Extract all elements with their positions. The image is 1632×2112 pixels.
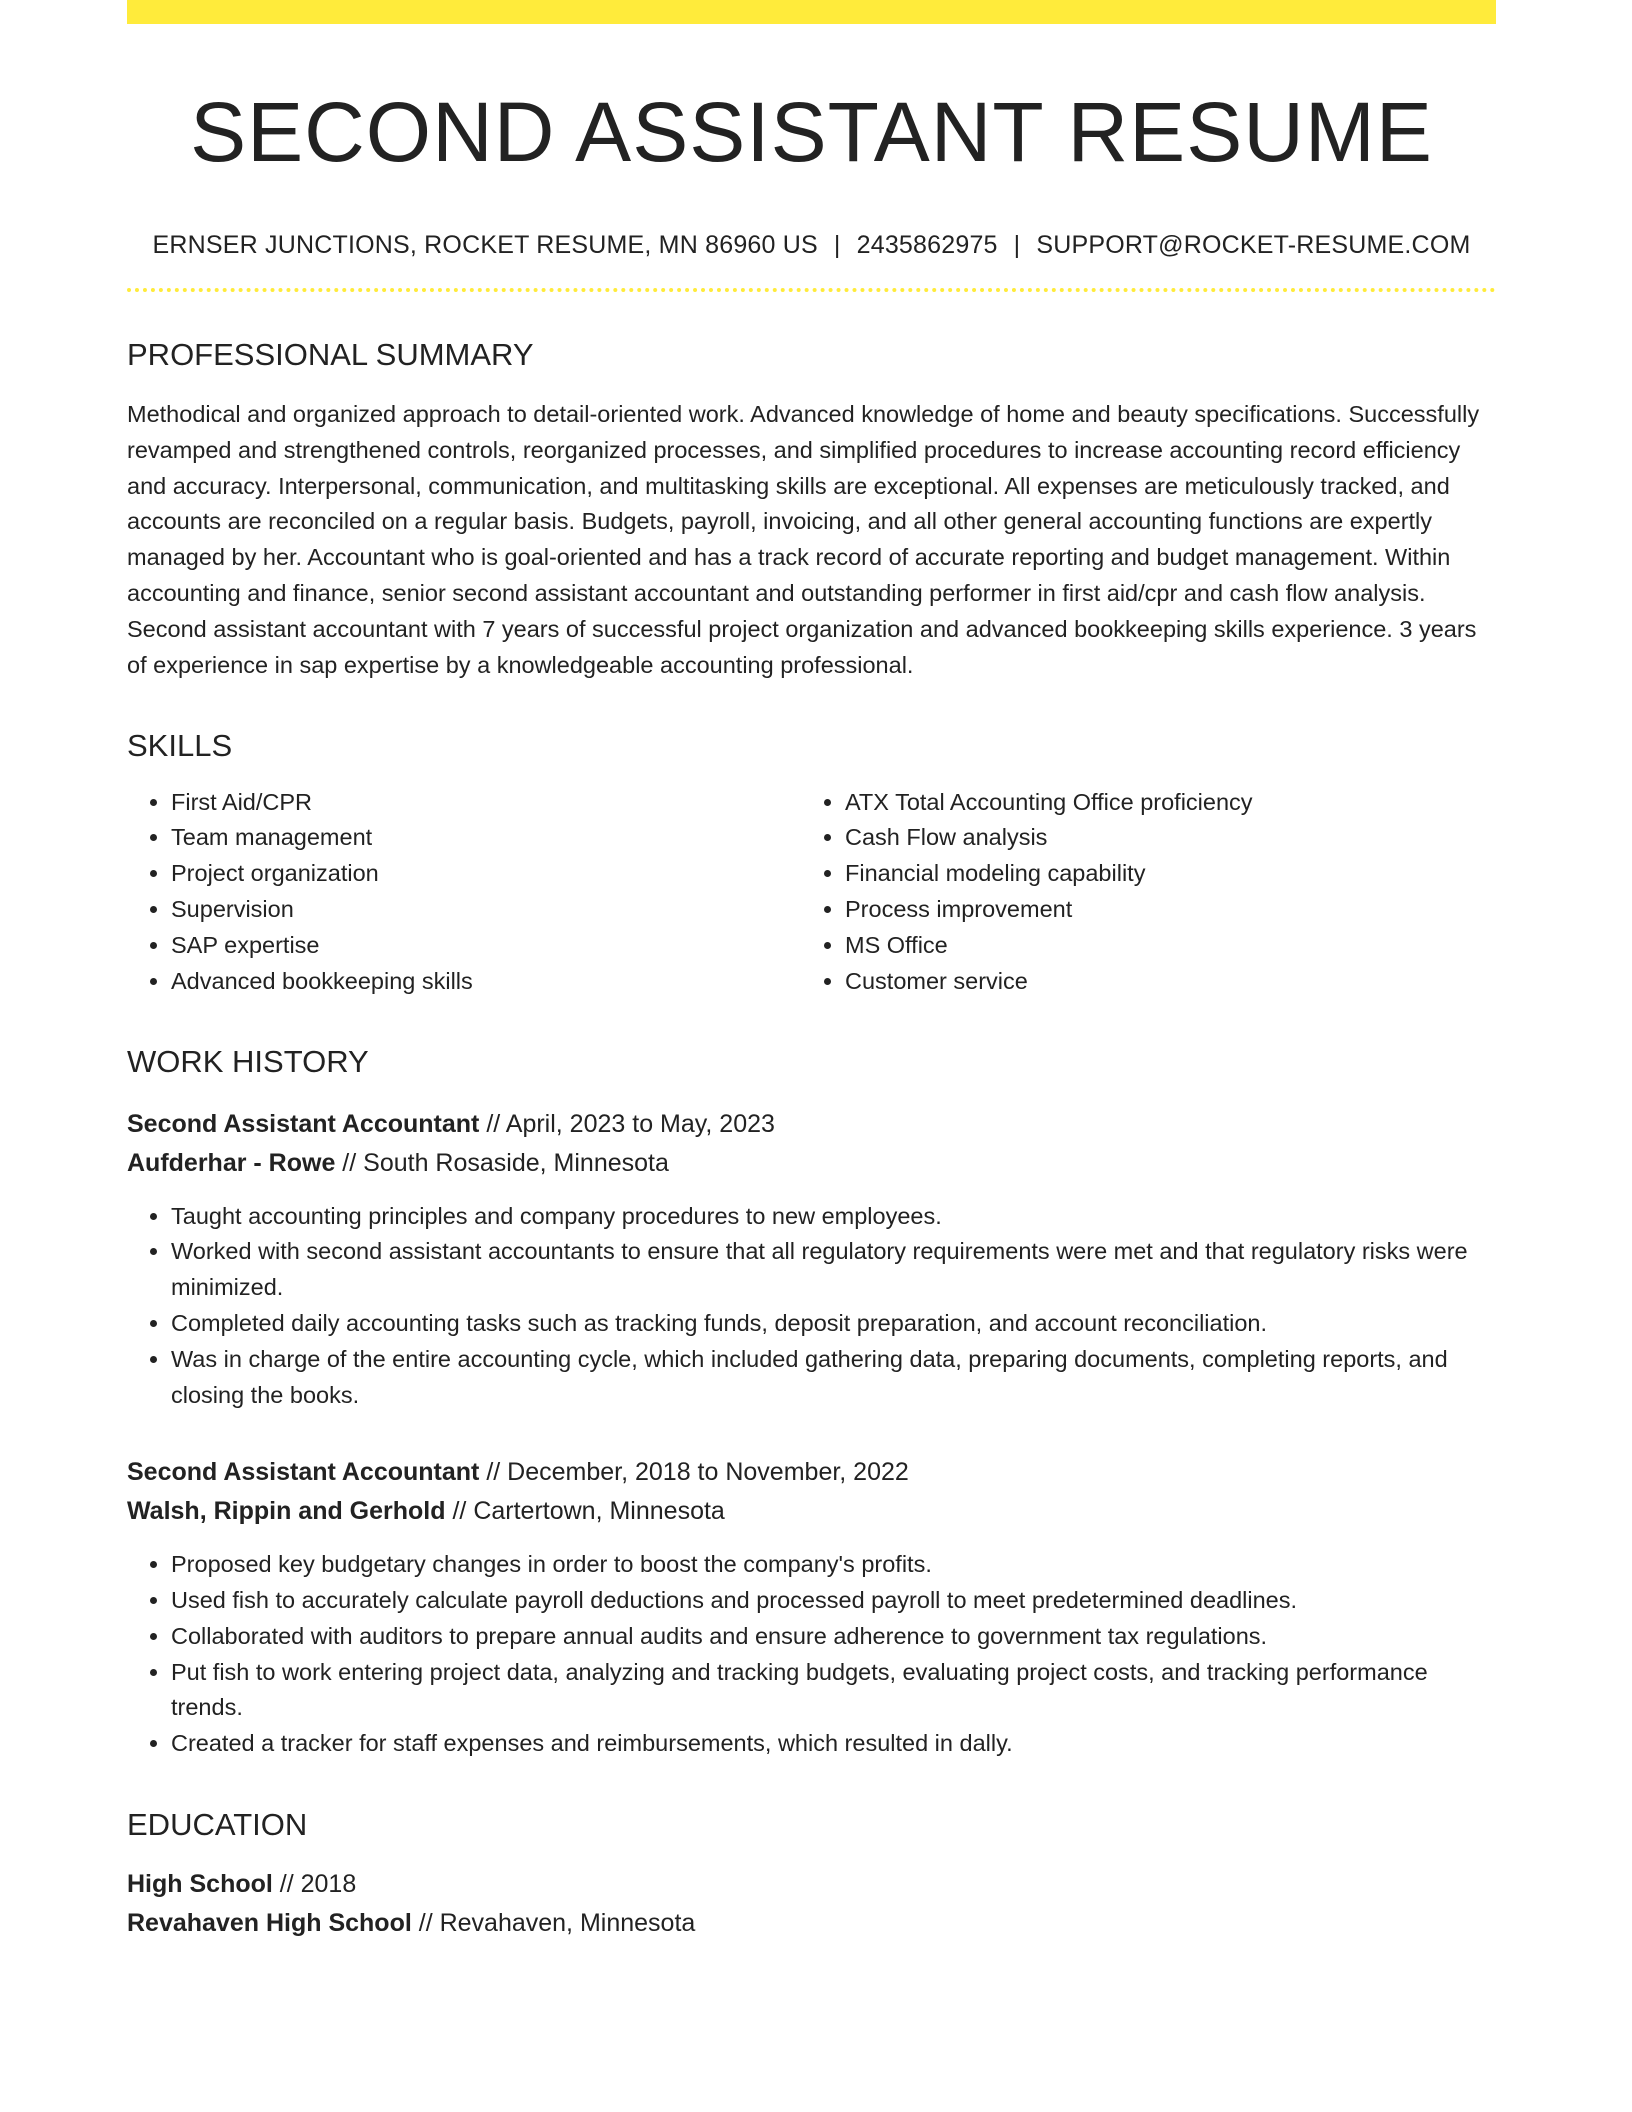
skills-column-left [127, 785, 801, 1000]
education-degree-line [127, 1865, 1496, 1904]
job-bullet: • Created a tracker for staff expenses and reimbursements, which resulted in dally. [171, 1726, 1496, 1762]
job-title-line [127, 1453, 1496, 1492]
job-role: Second Assistant Accountant [127, 1109, 480, 1138]
dotted-divider [127, 288, 1496, 292]
skill-item: • Advanced bookkeeping skills [171, 964, 801, 1000]
education-school-line [127, 1904, 1496, 1943]
skill-item: • SAP expertise [171, 928, 801, 964]
skills-heading: SKILLS [127, 728, 233, 764]
resume-title: SECOND ASSISTANT RESUME [190, 85, 1433, 179]
job-bullet: • Put fish to work entering project data, analyzing and tracking budgets, evaluating project costs, and tracking performance trends. [171, 1655, 1496, 1727]
skill-item: • ATX Total Accounting Office proficiency [845, 785, 1475, 821]
job-bullet: • Taught accounting principles and company procedures to new employees. [171, 1199, 1496, 1235]
skill-item: • Cash Flow analysis [845, 820, 1475, 856]
skill-item: • Team management [171, 820, 801, 856]
education-entry [127, 1865, 1496, 1943]
summary-text: Methodical and organized approach to detail-oriented work. Advanced knowledge of home and beauty specifications. Successfully revamped and strengthened controls, reorganized processes, and simplified procedures to increase accounting record efficiency and accuracy. Interpersonal, communication, and multitasking skills are exceptional. All expenses are meticulously tracked, and accounts are reconciled on a regular basis. Budgets, payroll, invoicing, and all other general accounting functions are expertly managed by her. Accountant who is goal-oriented and has a track record of accurate reporting and budget management. Within accounting and finance, senior second assistant accountant and outstanding performer in first aid/cpr and cash flow analysis. Second assistant accountant with 7 years of successful project organization and advanced bookkeeping skills experience. 3 years of experience in sap expertise by a knowledgeable accounting professional. [127, 400, 1480, 678]
education-year: // 2018 [272, 1870, 357, 1899]
job-company: Aufderhar - Rowe [127, 1148, 336, 1177]
job-bullet: • Proposed key budgetary changes in order to boost the company's profits. [171, 1547, 1496, 1583]
email: SUPPORT@ROCKET-RESUME.COM [1036, 230, 1471, 259]
work-history-heading: WORK HISTORY [127, 1044, 369, 1080]
skill-item: • MS Office [845, 928, 1475, 964]
phone: 2435862975 [856, 230, 998, 259]
skill-item: • Supervision [171, 892, 801, 928]
job-company-line [127, 1144, 1496, 1183]
job-company-line [127, 1492, 1496, 1531]
job-entry [127, 1105, 1496, 1414]
separator: | [833, 230, 841, 259]
job-location: // Cartertown, Minnesota [445, 1497, 725, 1526]
job-role: Second Assistant Accountant [127, 1458, 480, 1487]
job-location: // South Rosaside, Minnesota [335, 1148, 669, 1177]
job-company: Walsh, Rippin and Gerhold [127, 1497, 446, 1526]
job-bullet: • Completed daily accounting tasks such as tracking funds, deposit preparation, and account reconciliation. [171, 1306, 1496, 1342]
education-location: // Revahaven, Minnesota [411, 1909, 696, 1938]
education-degree: High School [127, 1870, 273, 1899]
separator: | [1013, 230, 1021, 259]
top-accent-bar [127, 0, 1496, 24]
resume-page [127, 0, 1496, 1943]
job-bullet: • Collaborated with auditors to prepare annual audits and ensure adherence to government tax regulations. [171, 1619, 1496, 1655]
job-bullets [127, 1199, 1496, 1414]
job-dates: // April, 2023 to May, 2023 [479, 1109, 775, 1138]
summary-heading: PROFESSIONAL SUMMARY [127, 336, 534, 372]
contact-line [127, 231, 1496, 260]
job-bullets [127, 1547, 1496, 1762]
job-entry [127, 1453, 1496, 1762]
skill-item: • First Aid/CPR [171, 785, 801, 821]
skills-column-right [801, 785, 1475, 1000]
skill-item: • Customer service [845, 964, 1475, 1000]
job-bullet: • Worked with second assistant accountants to ensure that all regulatory requirements were met and that regulatory risks were minimized. [171, 1234, 1496, 1306]
job-bullet: • Used fish to accurately calculate payroll deductions and processed payroll to meet predetermined deadlines. [171, 1583, 1496, 1619]
skill-item: • Process improvement [845, 892, 1475, 928]
skills-list [127, 785, 1496, 1000]
job-title-line [127, 1105, 1496, 1144]
job-dates: // December, 2018 to November, 2022 [479, 1458, 909, 1487]
job-bullet: • Was in charge of the entire accounting cycle, which included gathering data, preparing documents, completing reports, and closing the books. [171, 1342, 1496, 1414]
education-school: Revahaven High School [127, 1909, 412, 1938]
skill-item: • Project organization [171, 856, 801, 892]
education-heading: EDUCATION [127, 1807, 308, 1843]
skill-item: • Financial modeling capability [845, 856, 1475, 892]
address: ERNSER JUNCTIONS, ROCKET RESUME, MN 86960 US [152, 230, 818, 259]
